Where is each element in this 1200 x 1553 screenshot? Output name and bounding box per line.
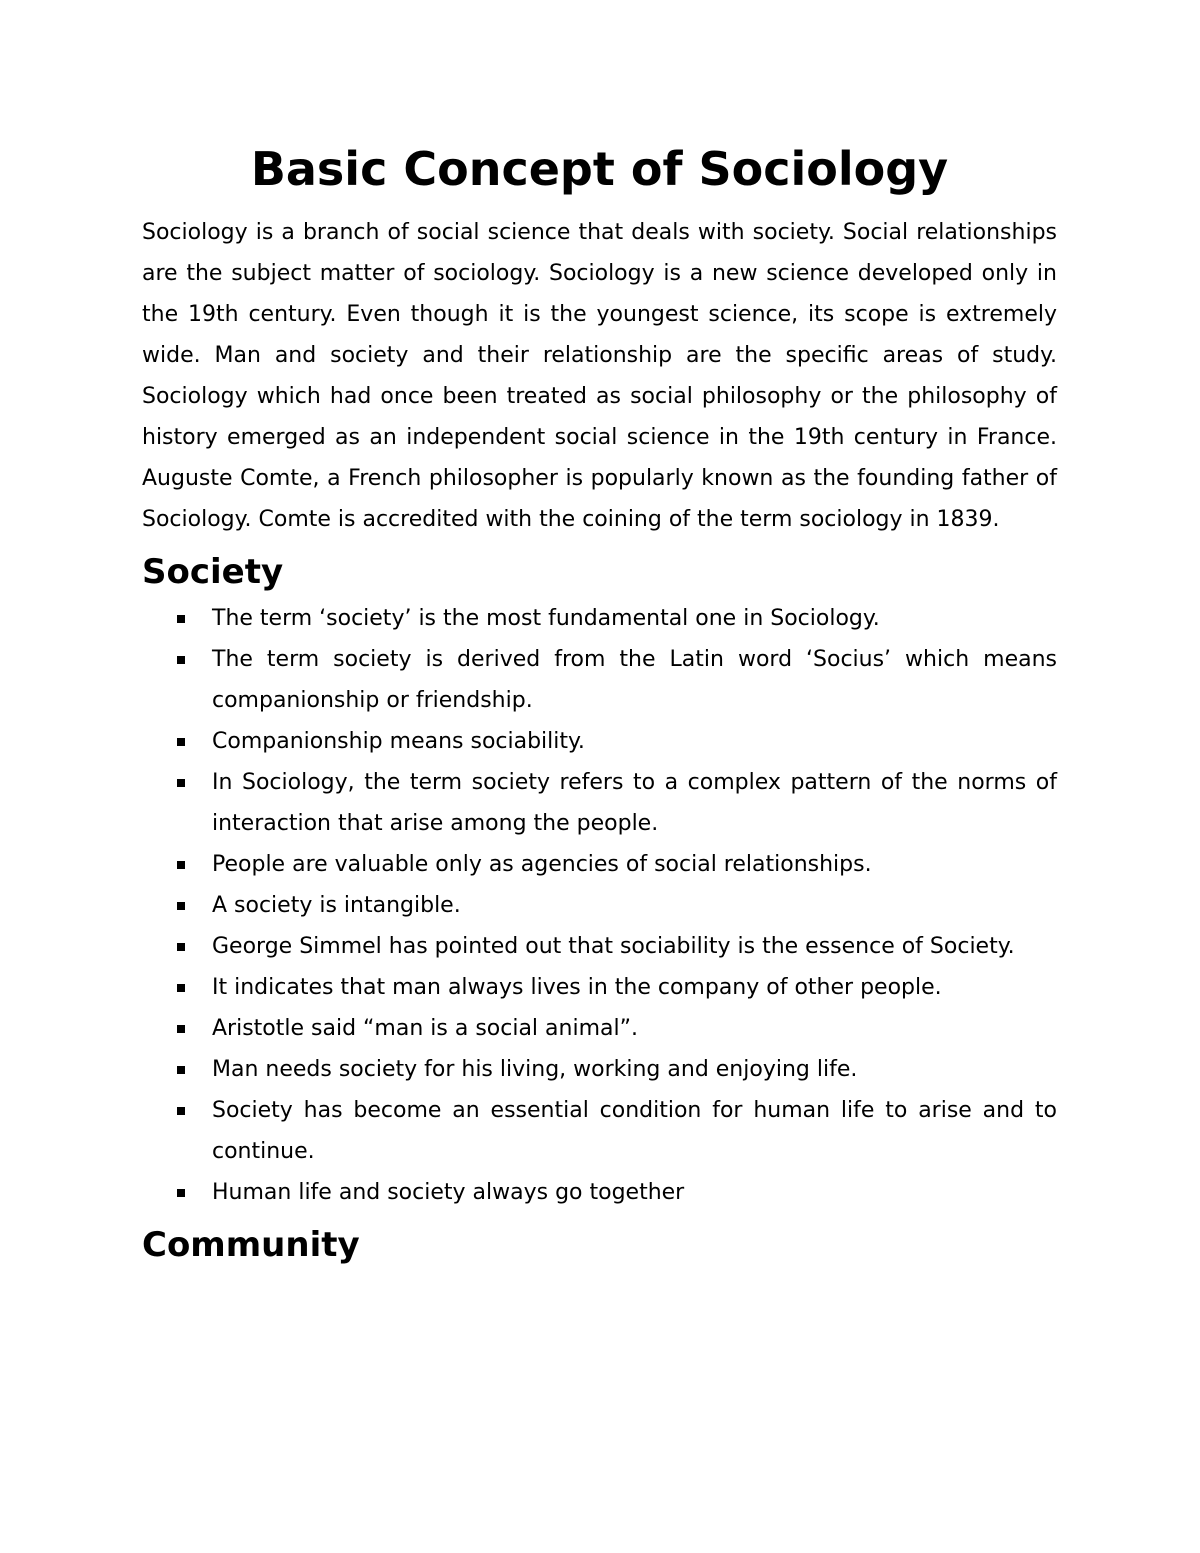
document-title: Basic Concept of Sociology bbox=[250, 142, 949, 196]
list-item-text: Aristotle said “man is a social animal”. bbox=[212, 1016, 638, 1041]
list-item bbox=[142, 926, 1057, 967]
list-item-text: The term ‘society’ is the most fundamental one in Sociology. bbox=[212, 606, 880, 631]
list-item-text: Human life and society always go together bbox=[212, 1180, 685, 1205]
square-bullet-icon bbox=[177, 738, 185, 746]
society-bullet-list bbox=[142, 598, 1057, 1213]
square-bullet-icon bbox=[177, 1189, 185, 1197]
list-item bbox=[142, 1008, 1057, 1049]
list-item-text: The term society is derived from the Latin word ‘Socius’ which means companionship or friendship. bbox=[212, 647, 1057, 713]
list-item-text: People are valuable only as agencies of social relationships. bbox=[212, 852, 872, 877]
list-item bbox=[142, 885, 1057, 926]
list-item-text: Man needs society for his living, working and enjoying life. bbox=[212, 1057, 858, 1082]
list-item bbox=[142, 721, 1057, 762]
square-bullet-icon bbox=[177, 902, 185, 910]
list-item bbox=[142, 967, 1057, 1008]
list-item bbox=[142, 1049, 1057, 1090]
list-item-text: A society is intangible. bbox=[212, 893, 461, 918]
list-item-text: In Sociology, the term society refers to a complex pattern of the norms of interaction that arise among the people. bbox=[212, 770, 1057, 836]
square-bullet-icon bbox=[177, 656, 185, 664]
square-bullet-icon bbox=[177, 1025, 185, 1033]
list-item-text: It indicates that man always lives in the company of other people. bbox=[212, 975, 942, 1000]
list-item bbox=[142, 1090, 1057, 1172]
list-item-text: Society has become an essential condition for human life to arise and to continue. bbox=[212, 1098, 1057, 1164]
list-item bbox=[142, 762, 1057, 844]
square-bullet-icon bbox=[177, 1066, 185, 1074]
list-item bbox=[142, 844, 1057, 885]
list-item-text: Companionship means sociability. bbox=[212, 729, 585, 754]
square-bullet-icon bbox=[177, 861, 185, 869]
section-heading-society: Society bbox=[142, 552, 284, 592]
document-page bbox=[142, 138, 1057, 1271]
list-item-text: George Simmel has pointed out that sociability is the essence of Society. bbox=[212, 934, 1015, 959]
list-item bbox=[142, 639, 1057, 721]
intro-paragraph: Sociology is a branch of social science that deals with society. Social relationships are the subject matter of sociology. Sociology is a new science developed only in the 19th century. Even though it is the youngest science, its scope is extremely wide. Man and society and their relationship are the specific areas of study. Sociology which had once been treated as social philosophy or the philosophy of history emerged as an independent social science in the 19th century in France. Auguste Comte, a French philosopher is popularly known as the founding father of Sociology. Comte is accredited with the coining of the term sociology in 1839. bbox=[142, 220, 1057, 532]
square-bullet-icon bbox=[177, 984, 185, 992]
list-item bbox=[142, 1172, 1057, 1213]
square-bullet-icon bbox=[177, 1107, 185, 1115]
square-bullet-icon bbox=[177, 943, 185, 951]
square-bullet-icon bbox=[177, 615, 185, 623]
section-heading-community: Community bbox=[142, 1225, 360, 1265]
square-bullet-icon bbox=[177, 779, 185, 787]
list-item bbox=[142, 598, 1057, 639]
